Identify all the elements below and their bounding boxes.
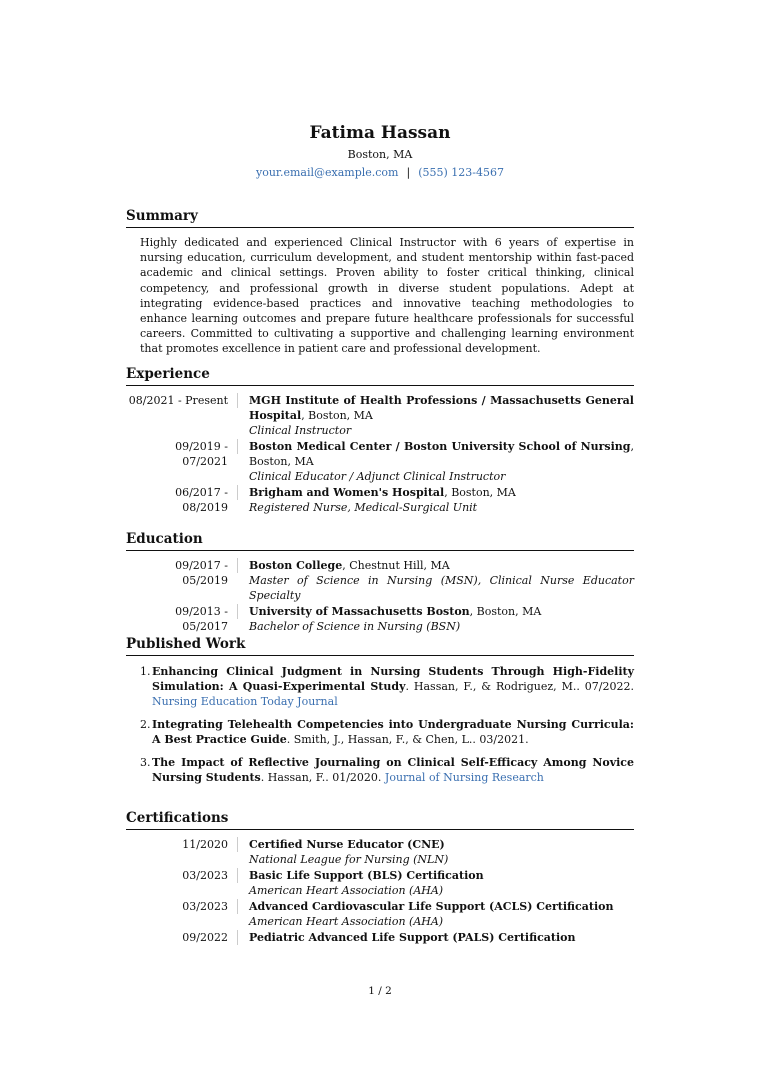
entry-org: Boston Medical Center / Boston University School of Nursing	[249, 440, 631, 453]
publication-details: . Smith, J., Hassan, F., & Chen, L.. 03/2021.	[286, 733, 529, 746]
contact-line	[126, 165, 634, 181]
certification-name: Pediatric Advanced Life Support (PALS) Certification	[249, 931, 576, 944]
phone-link[interactable]: (555) 123-4567	[418, 166, 504, 179]
entry-role: Registered Nurse, Medical-Surgical Unit	[249, 501, 478, 514]
contact-separator: |	[406, 166, 411, 179]
summary-section	[126, 208, 634, 357]
entry-place: , Boston, MA	[469, 605, 542, 618]
page-number: 1 / 2	[368, 985, 392, 997]
publication-details: . Hassan, F., & Rodriguez, M.. 07/2022.	[405, 680, 634, 693]
certification-name: Basic Life Support (BLS) Certification	[249, 869, 484, 882]
certification-name: Advanced Cardiovascular Life Support (ACLS) Certification	[249, 900, 614, 913]
entry-org: University of Massachusetts Boston	[249, 605, 470, 618]
certification-issuer: American Heart Association (AHA)	[249, 884, 444, 897]
entry-role: Clinical Instructor	[249, 424, 352, 437]
certification-entry	[126, 868, 634, 898]
entry-place: , Boston, MA	[301, 409, 373, 422]
entry-date: 09/2019 - 07/2021	[126, 439, 238, 454]
publication-item	[140, 664, 634, 709]
publication-details: . Hassan, F.. 01/2020.	[260, 771, 385, 784]
certification-entry	[126, 899, 634, 929]
education-section	[126, 531, 634, 634]
section-title-experience: Experience	[126, 366, 634, 386]
published-section	[126, 636, 634, 793]
entry-org: Brigham and Women's Hospital	[249, 486, 445, 499]
candidate-name: Fatima Hassan	[309, 123, 451, 143]
certifications-section	[126, 810, 634, 945]
candidate-location: Boston, MA	[347, 148, 413, 161]
entry-role: Clinical Educator / Adjunct Clinical Instructor	[249, 470, 506, 483]
publication-number: 3.	[140, 756, 151, 769]
entry-date: 11/2020	[126, 837, 238, 852]
publication-title: The Impact of Reflective Journaling on Clinical Self-Efficacy Among Novice Nursing Students	[152, 756, 634, 784]
experience-section	[126, 366, 634, 515]
entry-date: 09/2013 - 05/2017	[126, 604, 238, 619]
entry-date: 06/2017 - 08/2019	[126, 485, 238, 500]
publication-venue-link[interactable]: Nursing Education Today Journal	[152, 695, 338, 708]
entry-role: Bachelor of Science in Nursing (BSN)	[249, 620, 461, 633]
entry-date: 03/2023	[126, 899, 238, 914]
entry-date: 09/2022	[126, 930, 238, 945]
section-title-certifications: Certifications	[126, 810, 634, 830]
entry-place: , Boston, MA	[249, 440, 634, 468]
publication-title: Integrating Telehealth Competencies into Undergraduate Nursing Curricula: A Best Practice Guide	[152, 718, 634, 746]
email-link[interactable]: your.email@example.com	[256, 166, 399, 179]
certification-entry	[126, 837, 634, 867]
entry-org: Boston College	[249, 559, 343, 572]
section-title-published: Published Work	[126, 636, 634, 656]
publication-number: 2.	[140, 718, 151, 731]
certification-issuer: National League for Nursing (NLN)	[249, 853, 449, 866]
publication-item	[140, 717, 634, 747]
publication-item	[140, 755, 634, 785]
certification-issuer: American Heart Association (AHA)	[249, 915, 444, 928]
experience-entry	[126, 393, 634, 438]
entry-date: 09/2017 - 05/2019	[126, 558, 238, 573]
experience-entry	[126, 485, 634, 515]
certification-name: Certified Nurse Educator (CNE)	[249, 838, 445, 851]
education-entry	[126, 604, 634, 634]
publication-number: 1.	[140, 665, 151, 678]
entry-place: , Boston, MA	[444, 486, 516, 499]
section-title-education: Education	[126, 531, 634, 551]
resume-header	[126, 122, 634, 181]
entry-date: 08/2021 - Present	[126, 393, 238, 408]
entry-org: MGH Institute of Health Professions / Massachusetts General Hospital	[249, 394, 634, 422]
summary-text: Highly dedicated and experienced Clinical Instructor with 6 years of expertise in nursing education, curriculum development, and student mentorship within fast-paced academic and clinical settings. Proven ability to foster critical thinking, clinical competency, and professional growth in diverse student populations. Adept at integrating evidence-based practices and innovative teaching methodologies to enhance learning outcomes and prepare future healthcare professionals for successful careers. Committed to cultivating a supportive and challenging learning environment that promotes excellence in patient care and professional development.	[140, 236, 634, 356]
publication-title: Enhancing Clinical Judgment in Nursing Students Through High-Fidelity Simulation: A Quasi-Experimental Study	[152, 665, 634, 693]
entry-role: Master of Science in Nursing (MSN), Clinical Nurse Educator Specialty	[249, 574, 634, 602]
certification-entry	[126, 930, 634, 945]
experience-entry	[126, 439, 634, 484]
section-title-summary: Summary	[126, 208, 634, 228]
entry-place: , Chestnut Hill, MA	[342, 559, 450, 572]
entry-date: 03/2023	[126, 868, 238, 883]
education-entry	[126, 558, 634, 603]
publication-venue-link[interactable]: Journal of Nursing Research	[384, 771, 544, 784]
